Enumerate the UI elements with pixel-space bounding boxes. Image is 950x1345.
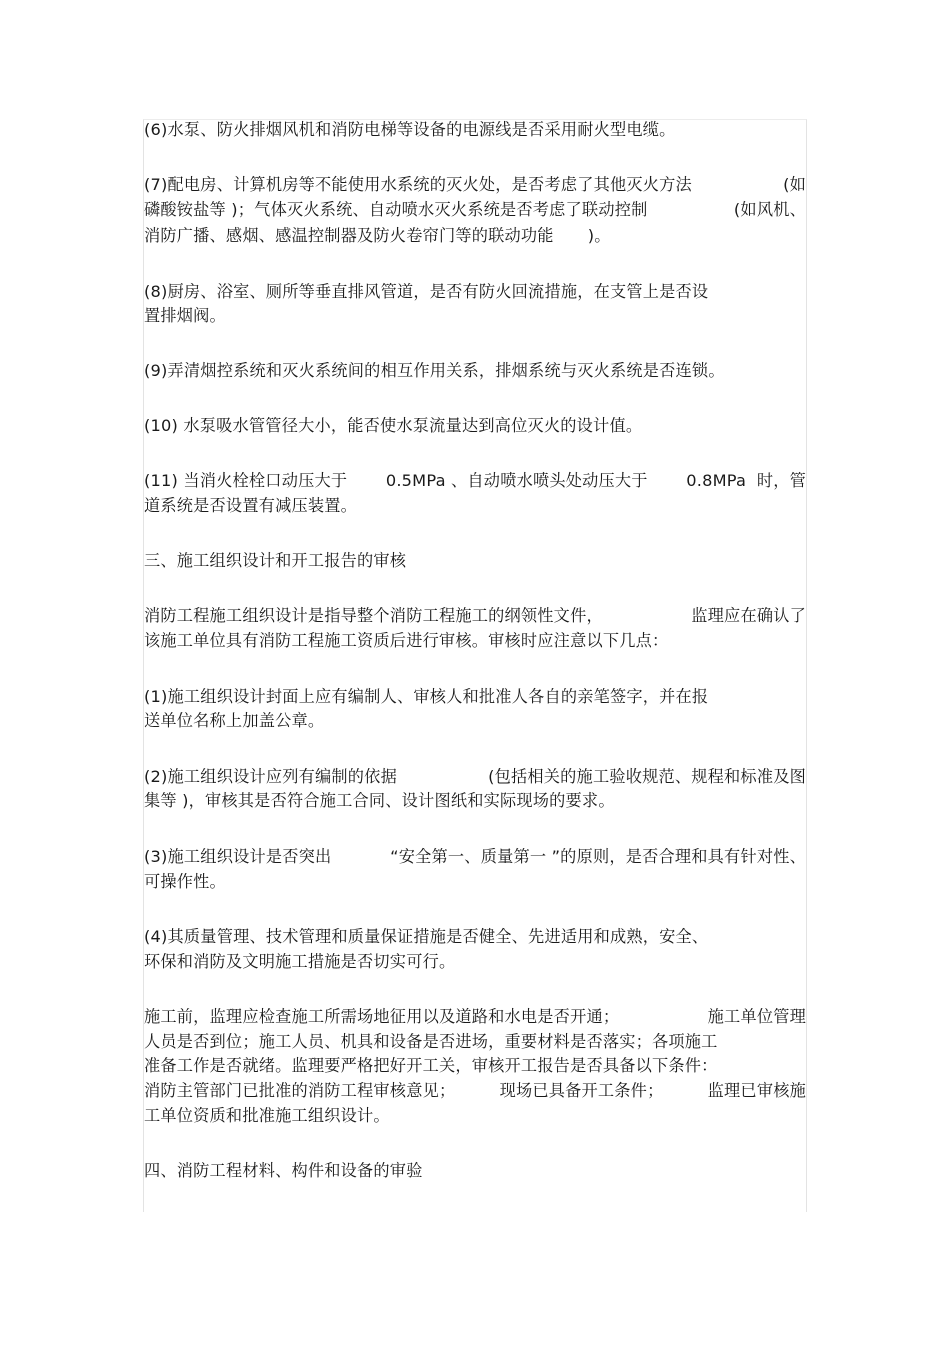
text-segment: (11) 当消火栓栓口动压大于 — [144, 471, 348, 490]
text-segment: 监理应在确认了 — [691, 606, 806, 625]
text-segment: 磷酸铵盐等 )；气体灭火系统、自动喷水灭火系统是否考虑了联动控制 — [144, 200, 648, 219]
text-segment: (6)水泵、防火排烟风机和消防电梯等设备的电源线是否采用耐火型电缆。 — [144, 120, 676, 139]
text-line — [144, 685, 806, 709]
text-segment: 四、消防工程材料、构件和设备的审验 — [144, 1161, 423, 1180]
text-segment: (如 — [783, 175, 806, 194]
text-line — [144, 604, 806, 628]
text-segment: (3)施工组织设计是否突出 — [144, 847, 332, 866]
text-line — [144, 870, 806, 894]
text-line — [144, 304, 806, 328]
text-segment: (8)厨房、浴室、厕所等垂直排风管道，是否有防火回流措施，在支管上是否设 — [144, 282, 709, 301]
text-segment: 施工前，监理应检查施工所需场地征用以及道路和水电是否开通； — [144, 1007, 620, 1026]
text-segment: 送单位名称上加盖公章。 — [144, 711, 325, 730]
text-line — [144, 629, 806, 653]
text-line — [144, 789, 806, 813]
text-line — [144, 1005, 806, 1029]
text-segment: “安全第一、质量第一 ”的原则，是否合理和具有针对性、 — [390, 847, 806, 866]
text-segment: (7)配电房、计算机房等不能使用水系统的灭火处，是否考虑了其他灭火方法 — [144, 175, 692, 194]
text-segment: 消防工程施工组织设计是指导整个消防工程施工的纲领性文件， — [144, 606, 603, 625]
text-line — [144, 925, 806, 949]
text-line — [144, 845, 806, 869]
text-segment: (如风机、 — [733, 200, 806, 219]
text-segment: 0.8MPa 时，管 — [686, 471, 806, 490]
section-heading — [144, 549, 806, 573]
text-line — [144, 1104, 806, 1128]
text-segment: 消防主管部门已批准的消防工程审核意见； — [144, 1081, 456, 1100]
text-segment: (9)弄清烟控系统和灭火系统间的相互作用关系，排烟系统与灭火系统是否连锁。 — [144, 361, 725, 380]
text-line — [144, 280, 806, 304]
text-segment: 0.5MPa 、自动喷水喷头处动压大于 — [385, 471, 648, 490]
text-segment: (包括相关的施工验收规范、规程和标准及图 — [488, 767, 806, 786]
text-segment: (10) 水泵吸水管管径大小，能否使水泵流量达到高位灭火的设计值。 — [144, 416, 643, 435]
text-line — [144, 469, 806, 493]
text-segment: (2)施工组织设计应列有编制的依据 — [144, 767, 397, 786]
text-line — [144, 173, 806, 197]
text-segment: (1)施工组织设计封面上应有编制人、审核人和批准人各自的亲笔签字，并在报 — [144, 687, 709, 706]
text-line — [144, 118, 806, 142]
text-segment: 置排烟阀。 — [144, 306, 226, 325]
text-line — [144, 1079, 806, 1103]
text-line — [144, 359, 806, 383]
text-line — [144, 414, 806, 438]
text-segment: 集等 )，审核其是否符合施工合同、设计图纸和实际现场的要求。 — [144, 791, 615, 810]
text-line — [144, 1054, 806, 1078]
text-line — [144, 1030, 806, 1054]
text-segment: 工单位资质和批准施工组织设计。 — [144, 1106, 390, 1125]
text-segment: 消防广播、感烟、感温控制器及防火卷帘门等的联动功能 — [144, 226, 554, 245]
text-line — [144, 198, 806, 222]
text-line — [144, 224, 806, 248]
text-line — [144, 709, 806, 733]
text-line — [144, 494, 806, 518]
text-line — [144, 950, 806, 974]
text-segment: 现场已具备开工条件； — [499, 1081, 664, 1100]
text-segment: 三、施工组织设计和开工报告的审核 — [144, 551, 407, 570]
text-segment: (4)其质量管理、技术管理和质量保证措施是否健全、先进适用和成熟，安全、 — [144, 927, 709, 946]
text-segment: 环保和消防及文明施工措施是否切实可行。 — [144, 952, 456, 971]
text-segment: 人员是否到位；施工人员、机具和设备是否进场，重要材料是否落实；各项施工 — [144, 1032, 718, 1051]
text-segment: 准备工作是否就绪。监理要严格把好开工关，审核开工报告是否具备以下条件： — [144, 1056, 718, 1075]
text-segment: 施工单位管理 — [707, 1007, 806, 1026]
text-segment: 可操作性。 — [144, 872, 226, 891]
section-heading — [144, 1159, 806, 1183]
text-line — [144, 765, 806, 789]
text-segment: 道系统是否设置有减压装置。 — [144, 496, 358, 515]
text-segment: 该施工单位具有消防工程施工资质后进行审核。审核时应注意以下几点： — [144, 631, 669, 650]
text-segment: 监理已审核施 — [707, 1081, 806, 1100]
text-segment: )。 — [587, 226, 611, 245]
